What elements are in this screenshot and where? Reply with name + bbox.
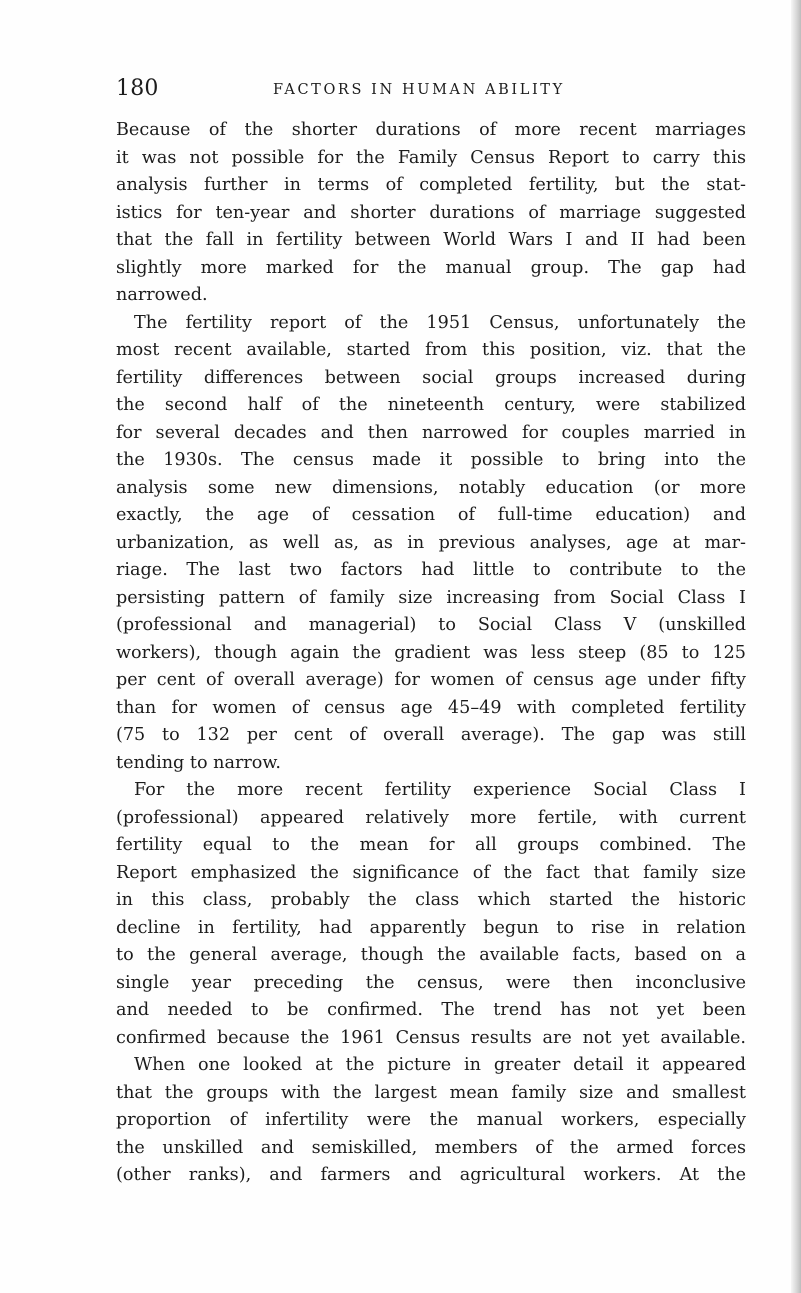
text-line: fertility equal to the mean for all groups combined. The (116, 835, 746, 855)
running-head: FACTORS IN HUMAN ABILITY (273, 82, 565, 98)
text-line: most recent available, started from this position, viz. that the (116, 340, 746, 360)
text-line: urbanization, as well as, as in previous analyses, age at mar- (116, 532, 746, 553)
text-line: analysis further in terms of completed fertility, but the stat- (116, 175, 746, 195)
text-line: For the more recent fertility experience Social Class I (134, 780, 746, 800)
text-line: (professional) appeared relatively more fertile, with current (116, 807, 746, 828)
text-line: the second half of the nineteenth century, were stabilized (116, 395, 746, 415)
text-line: that the fall in fertility between World Wars I and II had been (116, 230, 746, 250)
text-line: proportion of infertility were the manual workers, especially (116, 1110, 746, 1130)
text-line: istics for ten-year and shorter durations of marriage suggested (116, 202, 746, 223)
text-line: (other ranks), and farmers and agricultural workers. At the (116, 1165, 746, 1185)
page-header (116, 74, 716, 108)
text-line: per cent of overall average) for women of census age under fifty (116, 670, 746, 690)
text-line: for several decades and then narrowed for couples married in (116, 422, 746, 443)
text-line: Report emphasized the significance of the fact that family size (116, 862, 746, 883)
text-line: tending to narrow. (116, 752, 281, 773)
text-line: to the general average, though the available facts, based on a (116, 945, 746, 965)
text-line: (professional and managerial) to Social Class V (unskilled (116, 615, 746, 635)
text-line: the 1930s. The census made it possible to bring into the (116, 450, 746, 470)
text-line: persisting pattern of family size increasing from Social Class I (116, 587, 746, 608)
text-line: slightly more marked for the manual group. The gap had (116, 257, 746, 278)
text-line: fertility differences between social groups increased during (116, 367, 746, 388)
text-line: exactly, the age of cessation of full-time education) and (116, 505, 746, 525)
text-line: narrowed. (116, 285, 208, 305)
page-edge-shadow (791, 0, 801, 1293)
text-line: When one looked at the picture in greater detail it appeared (134, 1055, 746, 1075)
text-line: it was not possible for the Family Census Report to carry this (116, 147, 746, 168)
page-number: 180 (116, 76, 159, 101)
text-line: single year preceding the census, were then inconclusive (116, 972, 746, 993)
text-line: analysis some new dimensions, notably education (or more (116, 477, 746, 498)
text-line: and needed to be confirmed. The trend has not yet been (116, 1000, 746, 1020)
text-line: The fertility report of the 1951 Census, unfortunately the (134, 312, 746, 333)
text-line: riage. The last two factors had little to contribute to the (116, 560, 746, 580)
text-line: that the groups with the largest mean family size and smallest (116, 1082, 746, 1103)
text-line: (75 to 132 per cent of overall average). The gap was still (116, 725, 746, 745)
body-text (116, 117, 746, 1190)
text-line: decline in fertility, had apparently begun to rise in relation (116, 917, 746, 938)
text-line: Because of the shorter durations of more recent marriages (116, 120, 746, 140)
text-line: in this class, probably the class which started the historic (116, 890, 746, 910)
text-line: workers), though again the gradient was less steep (85 to 125 (116, 642, 746, 663)
text-line: than for women of census age 45–49 with completed fertility (116, 697, 746, 718)
text-line: confirmed because the 1961 Census results are not yet available. (116, 1027, 746, 1048)
text-line: the unskilled and semiskilled, members of the armed forces (116, 1137, 746, 1158)
